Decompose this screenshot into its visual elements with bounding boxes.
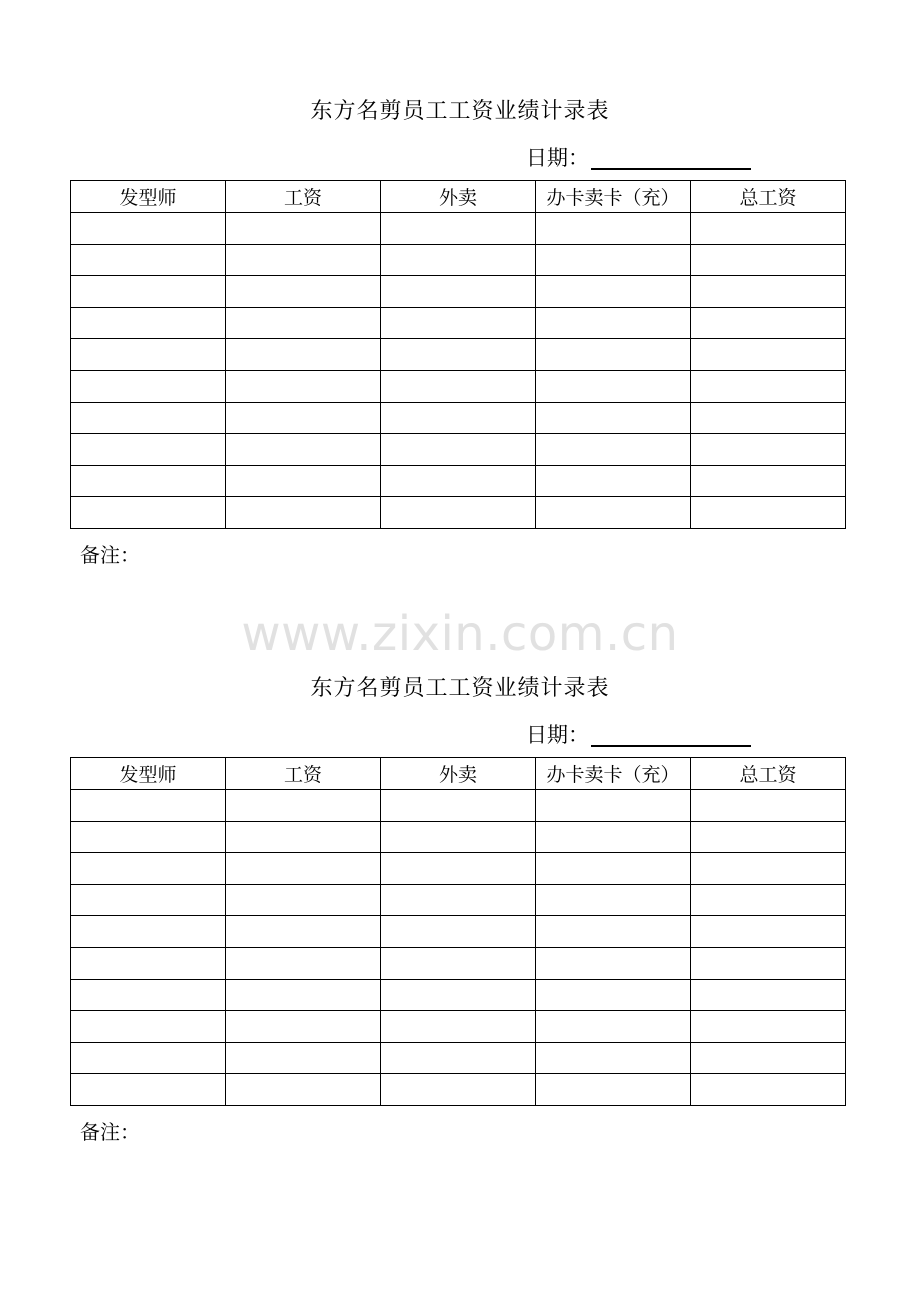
table-cell[interactable]	[226, 853, 381, 885]
table-cell[interactable]	[381, 1074, 536, 1106]
table-cell[interactable]	[691, 307, 846, 339]
table-row	[71, 1074, 846, 1106]
table-cell[interactable]	[71, 370, 226, 402]
table-cell[interactable]	[381, 916, 536, 948]
table-cell[interactable]	[71, 276, 226, 308]
table-cell[interactable]	[691, 497, 846, 529]
table-cell[interactable]	[536, 339, 691, 371]
table-cell[interactable]	[71, 916, 226, 948]
table-cell[interactable]	[71, 821, 226, 853]
table-cell[interactable]	[226, 213, 381, 245]
table-cell[interactable]	[71, 434, 226, 466]
date-label: 日期：	[526, 146, 589, 170]
table-cell[interactable]	[71, 307, 226, 339]
table-cell[interactable]	[226, 465, 381, 497]
column-header-total-salary: 总工资	[691, 181, 846, 213]
table-cell[interactable]	[226, 244, 381, 276]
table-row	[71, 1042, 846, 1074]
table-cell[interactable]	[381, 402, 536, 434]
table-row	[71, 339, 846, 371]
table-cell[interactable]	[71, 1042, 226, 1074]
table-cell[interactable]	[691, 1074, 846, 1106]
table-cell[interactable]	[71, 1074, 226, 1106]
salary-table	[70, 757, 846, 1106]
table-header-row	[71, 181, 846, 213]
table-cell[interactable]	[691, 1011, 846, 1043]
table-cell[interactable]	[691, 853, 846, 885]
table-cell[interactable]	[226, 339, 381, 371]
table-row	[71, 884, 846, 916]
table-cell[interactable]	[71, 979, 226, 1011]
table-cell[interactable]	[691, 244, 846, 276]
table-cell[interactable]	[381, 307, 536, 339]
table-row	[71, 916, 846, 948]
table-body	[71, 213, 846, 529]
table-cell[interactable]	[536, 1011, 691, 1043]
table-cell[interactable]	[691, 884, 846, 916]
table-cell[interactable]	[226, 1042, 381, 1074]
table-cell[interactable]	[536, 497, 691, 529]
table-row	[71, 244, 846, 276]
table-cell[interactable]	[536, 1042, 691, 1074]
form-title: 东方名剪员工工资业绩计录表	[310, 676, 610, 701]
table-row	[71, 213, 846, 245]
table-cell[interactable]	[381, 790, 536, 822]
table-row	[71, 434, 846, 466]
table-cell[interactable]	[691, 213, 846, 245]
table-cell[interactable]	[71, 947, 226, 979]
date-field	[526, 720, 751, 750]
table-cell[interactable]	[71, 339, 226, 371]
table-cell[interactable]	[381, 370, 536, 402]
table-cell[interactable]	[691, 916, 846, 948]
column-header-takeout: 外卖	[381, 758, 536, 790]
table-row	[71, 853, 846, 885]
remark-label: 备注：	[80, 1120, 140, 1144]
table-cell[interactable]	[226, 790, 381, 822]
table-cell[interactable]	[381, 465, 536, 497]
table-cell[interactable]	[691, 370, 846, 402]
table-row	[71, 465, 846, 497]
table-cell[interactable]	[381, 276, 536, 308]
table-cell[interactable]	[226, 370, 381, 402]
column-header-stylist: 发型师	[71, 181, 226, 213]
table-cell[interactable]	[691, 947, 846, 979]
table-cell[interactable]	[381, 1042, 536, 1074]
column-header-total-salary: 总工资	[691, 758, 846, 790]
column-header-stylist: 发型师	[71, 758, 226, 790]
remark-label: 备注：	[80, 543, 140, 567]
table-cell[interactable]	[691, 276, 846, 308]
table-cell[interactable]	[536, 790, 691, 822]
date-blank-line[interactable]	[591, 168, 751, 170]
table-cell[interactable]	[536, 884, 691, 916]
table-row	[71, 307, 846, 339]
table-cell[interactable]	[71, 213, 226, 245]
table-row	[71, 402, 846, 434]
table-cell[interactable]	[226, 884, 381, 916]
table-cell[interactable]	[536, 853, 691, 885]
form-title: 东方名剪员工工资业绩计录表	[310, 99, 610, 124]
date-blank-line[interactable]	[591, 745, 751, 747]
salary-table	[70, 180, 846, 529]
table-cell[interactable]	[71, 465, 226, 497]
date-label: 日期：	[526, 723, 589, 747]
table-cell[interactable]	[536, 465, 691, 497]
table-cell[interactable]	[226, 821, 381, 853]
table-cell[interactable]	[71, 497, 226, 529]
table-row	[71, 821, 846, 853]
table-row	[71, 370, 846, 402]
table-cell[interactable]	[71, 244, 226, 276]
table-cell[interactable]	[226, 307, 381, 339]
table-row	[71, 276, 846, 308]
table-cell[interactable]	[691, 1042, 846, 1074]
table-cell[interactable]	[536, 402, 691, 434]
table-cell[interactable]	[226, 916, 381, 948]
table-cell[interactable]	[226, 1011, 381, 1043]
table-cell[interactable]	[381, 213, 536, 245]
table-cell[interactable]	[691, 821, 846, 853]
table-cell[interactable]	[691, 434, 846, 466]
table-cell[interactable]	[71, 853, 226, 885]
table-cell[interactable]	[381, 884, 536, 916]
table-cell[interactable]	[381, 434, 536, 466]
table-cell[interactable]	[536, 947, 691, 979]
table-cell[interactable]	[536, 821, 691, 853]
table-cell[interactable]	[226, 979, 381, 1011]
table-cell[interactable]	[536, 434, 691, 466]
table-cell[interactable]	[226, 276, 381, 308]
column-header-card-sales: 办卡卖卡（充）	[536, 758, 691, 790]
table-cell[interactable]	[381, 947, 536, 979]
table-row	[71, 947, 846, 979]
table-cell[interactable]	[691, 790, 846, 822]
column-header-card-sales: 办卡卖卡（充）	[536, 181, 691, 213]
table-cell[interactable]	[381, 1011, 536, 1043]
table-row	[71, 1011, 846, 1043]
table-cell[interactable]	[691, 465, 846, 497]
table-row	[71, 979, 846, 1011]
table-cell[interactable]	[71, 402, 226, 434]
table-cell[interactable]	[536, 307, 691, 339]
table-cell[interactable]	[226, 402, 381, 434]
table-cell[interactable]	[71, 884, 226, 916]
table-cell[interactable]	[381, 497, 536, 529]
table-cell[interactable]	[536, 979, 691, 1011]
table-cell[interactable]	[536, 244, 691, 276]
table-cell[interactable]	[381, 853, 536, 885]
table-cell[interactable]	[691, 339, 846, 371]
column-header-salary: 工资	[226, 758, 381, 790]
table-cell[interactable]	[691, 402, 846, 434]
table-cell[interactable]	[536, 276, 691, 308]
table-header-row	[71, 758, 846, 790]
table-cell[interactable]	[71, 790, 226, 822]
table-cell[interactable]	[536, 1074, 691, 1106]
table-row	[71, 790, 846, 822]
table-row	[71, 497, 846, 529]
table-cell[interactable]	[381, 979, 536, 1011]
table-cell[interactable]	[536, 370, 691, 402]
table-cell[interactable]	[226, 947, 381, 979]
table-cell[interactable]	[226, 434, 381, 466]
table-cell[interactable]	[71, 1011, 226, 1043]
column-header-takeout: 外卖	[381, 181, 536, 213]
table-cell[interactable]	[536, 916, 691, 948]
table-cell[interactable]	[691, 979, 846, 1011]
table-cell[interactable]	[226, 1074, 381, 1106]
table-cell[interactable]	[381, 244, 536, 276]
table-cell[interactable]	[536, 213, 691, 245]
table-body	[71, 790, 846, 1106]
watermark: www.zixin.com.cn	[241, 606, 679, 662]
table-cell[interactable]	[381, 821, 536, 853]
column-header-salary: 工资	[226, 181, 381, 213]
table-cell[interactable]	[226, 497, 381, 529]
table-cell[interactable]	[381, 339, 536, 371]
date-field	[526, 143, 751, 173]
